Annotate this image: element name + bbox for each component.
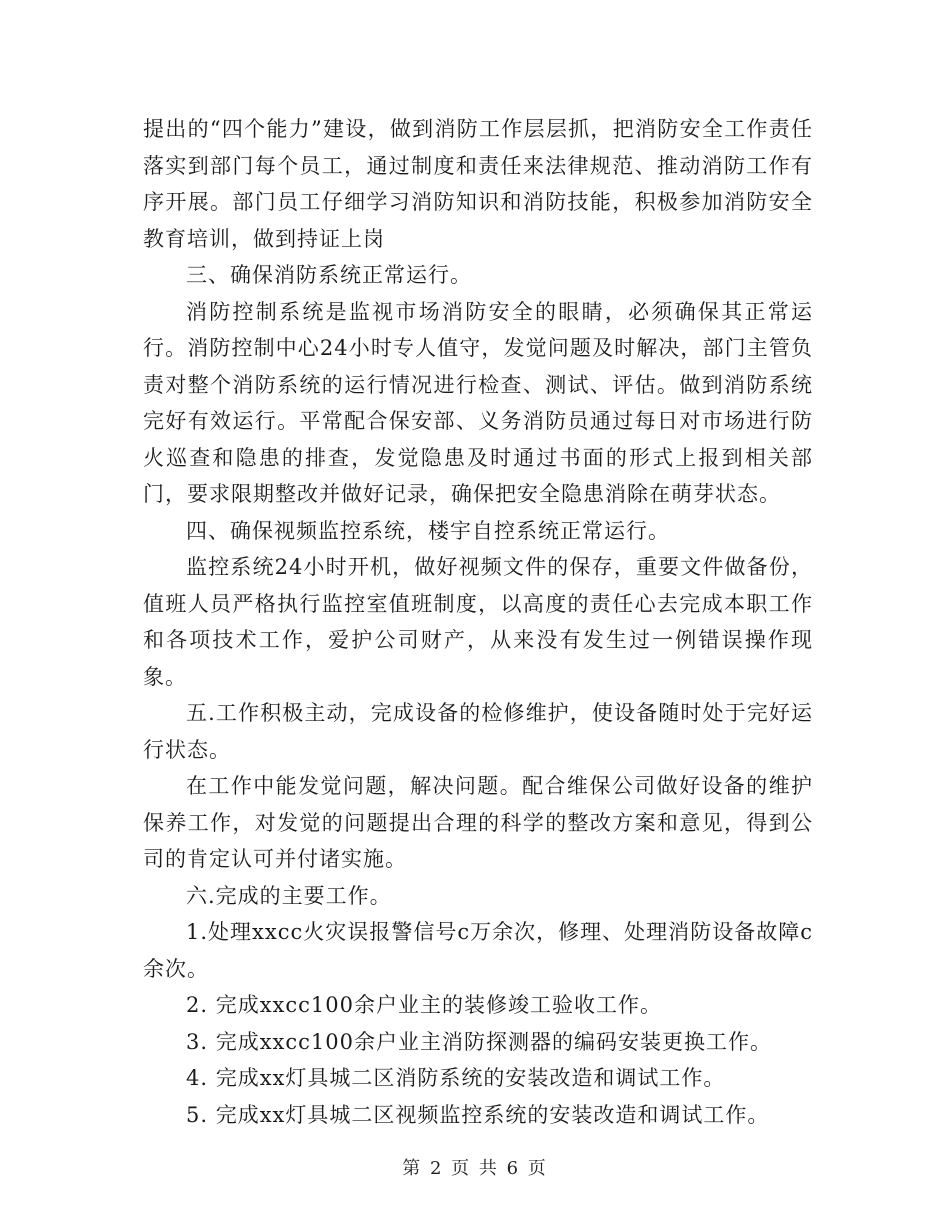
paragraph: 消防控制系统是监视市场消防安全的眼睛，必须确保其正常运行。消防控制中心24小时专人值守，发觉问题及时解决，部门主管负责对整个消防系统的运行情况进行检查、测试、评估。做到消防系统完好有效运行。平常配合保安部、义务消防员通过每日对市场进行防火巡查和隐患的排查，发觉隐患及时通过书面的形式上报到相关部门，要求限期整改并做好记录，确保把安全隐患消除在萌芽状态。 [143,299,813,506]
list-item: 3. 完成xxcc100余户业主消防探测器的编码安装更换工作。 [186,1029,773,1054]
section-heading: 四、确保视频监控系统，楼宇自控系统正常运行。 [186,518,670,543]
document-body [143,111,813,1133]
list-item: 2. 完成xxcc100余户业主的装修竣工验收工作。 [186,993,663,1017]
section-heading: 六.完成的主要工作。 [186,883,392,908]
section-heading: 三、确保消防系统正常运行。 [186,263,472,287]
paragraph: 监控系统24小时开机，做好视频文件的保存，重要文件做备份，值班人员严格执行监控室值班制度，以高度的责任心去完成本职工作和各项技术工作，爱护公司财产，从来没有发生过一例错误操作现象。 [143,555,813,689]
list-item: 1.处理xxcc火灾误报警信号c万余次，修理、处理消防设备故障c余次。 [143,920,813,981]
section-heading: 五.工作积极主动，完成设备的检修维护，使设备随时处于完好运行状态。 [143,701,813,762]
paragraph: 在工作中能发觉问题，解决问题。配合维保公司做好设备的维护保养工作，对发觉的问题提出合理的科学的整改方案和意见，得到公司的肯定认可并付诸实施。 [143,774,813,871]
list-item: 5. 完成xx灯具城二区视频监控系统的安装改造和调试工作。 [186,1102,770,1127]
paragraph: 提出的“四个能力”建设，做到消防工作层层抓，把消防安全工作责任落实到部门每个员工，通过制度和责任来法律规范、推动消防工作有序开展。部门员工仔细学习消防知识和消防技能，积极参加消防安全教育培训，做到持证上岗 [143,117,813,251]
page-number-label: 第 2 页 共 6 页 [402,1158,548,1179]
page-footer [0,1154,950,1180]
list-item: 4. 完成xx灯具城二区消防系统的安装改造和调试工作。 [186,1066,726,1090]
